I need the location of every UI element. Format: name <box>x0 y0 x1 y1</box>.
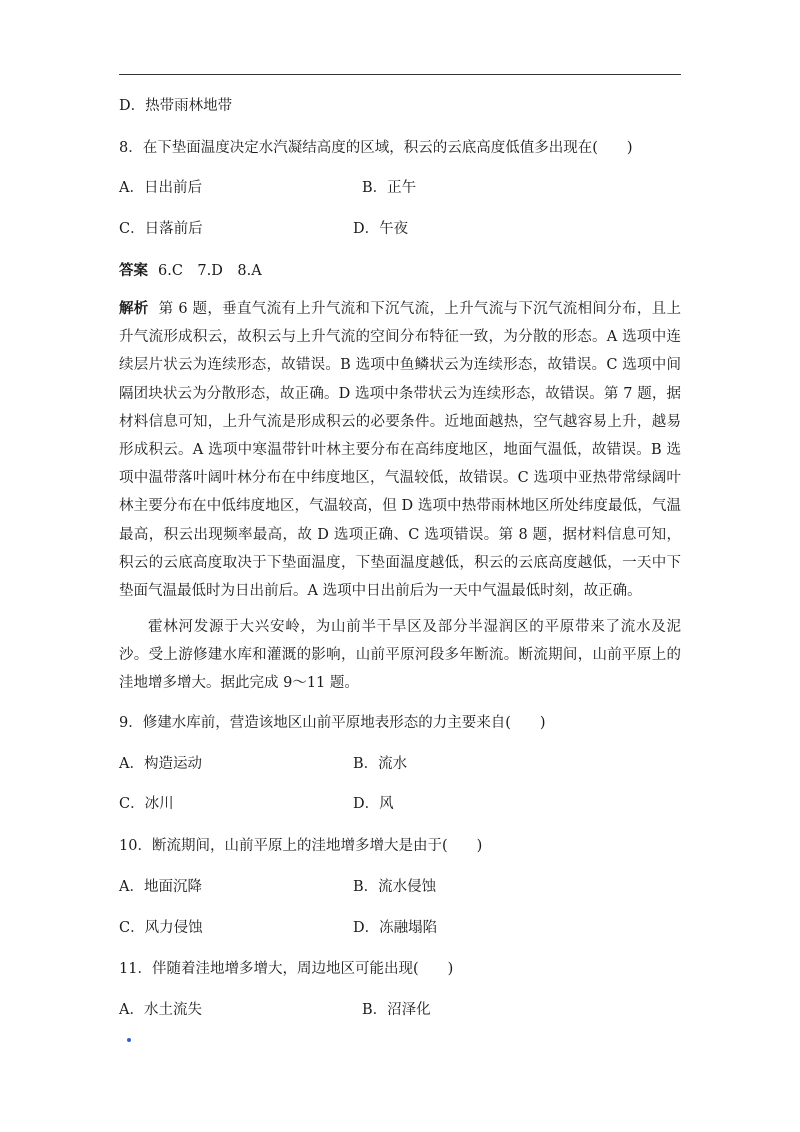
question-9-option-a: A．构造运动 <box>119 756 202 772</box>
question-11-option-a: A．水土流失 <box>119 1002 202 1018</box>
analysis-label: 解析 <box>119 300 149 317</box>
material-paragraph: 霍林河发源于大兴安岭，为山前半干旱区及部分半湿润区的平原带来了流水及泥沙。受上游修建水库和灌溉的影响，山前平原河段多年断流。断流期间，山前平原上的洼地增多增大。据此完成 9～11 题。 <box>119 619 681 692</box>
question-10-option-a: A．地面沉降 <box>119 879 202 895</box>
answer-text: 6.C 7.D 8.A <box>158 263 262 279</box>
question-10-option-d: D．冻融塌陷 <box>353 920 438 936</box>
question-9-option-c: C．冰川 <box>119 796 174 812</box>
question-8-option-b: B．正午 <box>362 180 417 196</box>
header-rule <box>119 74 681 75</box>
answer-label: 答案 <box>119 262 148 279</box>
question-8-option-c: C．日落前后 <box>119 221 203 237</box>
question-11-option-b: B．沼泽化 <box>362 1002 431 1018</box>
question-8-stem: 8．在下垫面温度决定水汽凝结高度的区域，积云的云底高度低值多出现在( ) <box>119 140 633 156</box>
question-8-option-a: A．日出前后 <box>119 180 202 196</box>
question-9-option-b: B．流水 <box>353 756 408 772</box>
question-8-option-d: D．午夜 <box>353 221 409 237</box>
question-9-option-d: D．风 <box>353 796 394 812</box>
question-10-stem: 10．断流期间，山前平原上的洼地增多增大是由于( ) <box>119 838 483 854</box>
question-11-stem: 11．伴随着洼地增多增大，周边地区可能出现( ) <box>119 961 454 977</box>
prev-option-d: D．热带雨林地带 <box>119 98 233 114</box>
answer-line <box>119 261 262 281</box>
analysis-paragraph <box>119 295 681 605</box>
analysis-text: 第 6 题，垂直气流有上升气流和下沉气流，上升气流与下沉气流相间分布，且上升气流形成积云，故积云与上升气流的空间分布特征一致，为分散的形态。A 选项中连续层片状云为连续形态，故错误。B 选项中鱼鳞状云为连续形态，故错误。C 选项中间隔团块状云为分散形态，故正确。D 选项中条带状云为连续形态，故错误。第 7 题，据材料信息可知，上升气流是形成积云的必要条件。近地面越热，空气越容易上升，越易形成积云。A 选项中寒温带针叶林主要分布在高纬度地区，地面气温低，故错误。B 选项中温带落叶阔叶林分布在中纬度地区，气温较低，故错误。C 选项中亚热带常绿阔叶林主要分布在中低纬度地区，气温较高，但 D 选项中热带雨林地区所处纬度最低，气温最高，积云出现频率最高，故 D 选项正确、C 选项错误。第 8 题，据材料信息可知，积云的云底高度取决于下垫面温度，下垫面温度越低，积云的云底高度越低，一天中下垫面气温最低时为日出前后。A 选项中日出前后为一天中气温最低时刻，故正确。 <box>119 301 681 600</box>
question-9-stem: 9．修建水库前，营造该地区山前平原地表形态的力主要来自( ) <box>119 715 546 731</box>
question-10-option-c: C．风力侵蚀 <box>119 920 203 936</box>
bullet-dot <box>127 1038 131 1042</box>
question-10-option-b: B．流水侵蚀 <box>353 879 437 895</box>
